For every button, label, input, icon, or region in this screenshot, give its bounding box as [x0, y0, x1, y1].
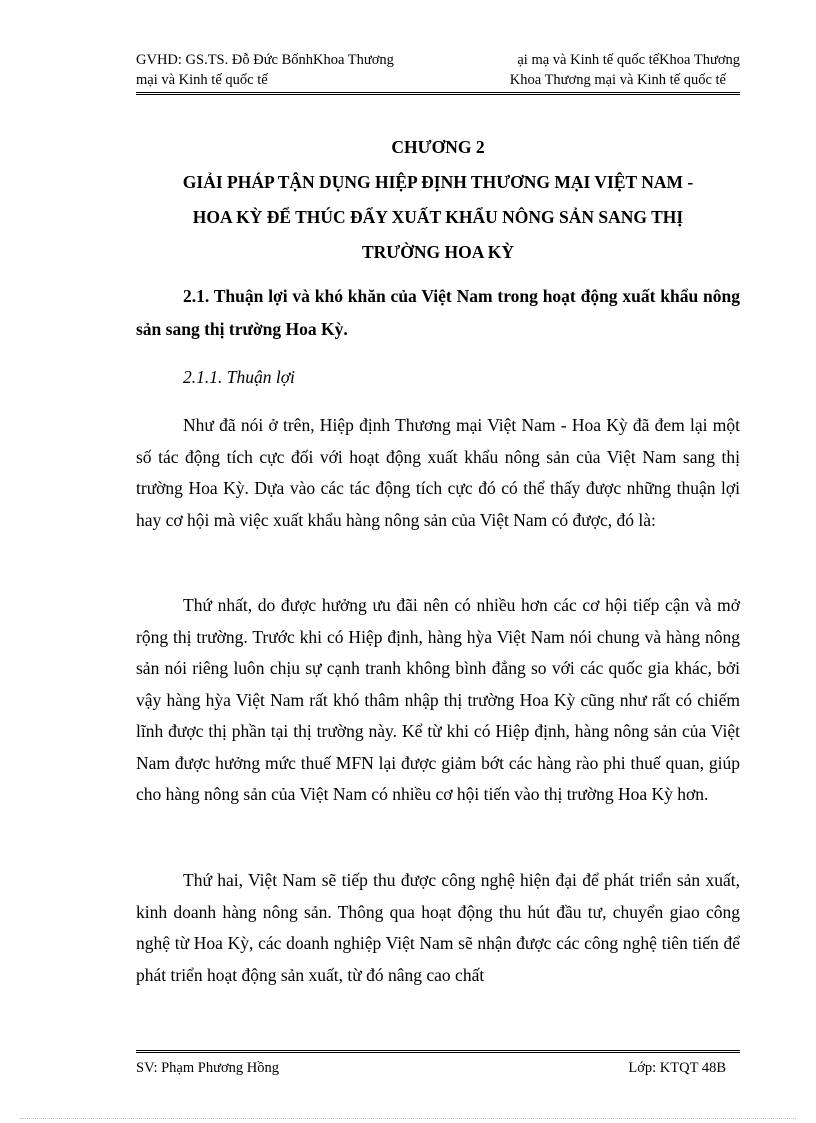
paragraph-1: Như đã nói ở trên, Hiệp định Thương mại Việt Nam - Hoa Kỳ đã đem lại một số tác động tích cực đối với hoạt động xuất khẩu nông sản của Việt Nam sang thị trường Hoa Kỳ. Dựa vào các tác động tích cực đó có thể thấy được những thuận lợi hay cơ hội mà việc xuất khẩu hàng nông sản của Việt Nam có được, đó là:	[136, 415, 740, 530]
subsection-heading: 2.1.1. Thuận lợi	[183, 367, 295, 387]
chapter-title-line-1: GIẢI PHÁP TẬN DỤNG HIỆP ĐỊNH THƯƠNG MẠI VIỆT NAM -	[182, 172, 694, 192]
page-header	[136, 50, 740, 95]
chapter-title-block	[136, 130, 740, 270]
page-edge-divider	[20, 1118, 796, 1119]
paragraph-2: Thứ nhất, do được hưởng ưu đãi nên có nhiều hơn các cơ hội tiếp cận và mở rộng thị trường. Trước khi có Hiệp định, hàng hỳa Việt Nam nói chung và hàng nông sản nói riêng luôn chịu sự cạnh tranh không bình đẳng so với các quốc gia khác, bởi vậy hàng hỳa Việt Nam rất khó thâm nhập thị trường Hoa Kỳ cũng như rất có chiếm lĩnh được thị phần tại thị trường này. Kể từ khi có Hiệp định, hàng nông sản của Việt Nam được hưởng mức thuế MFN lại được giảm bớt các hàng rào phi thuế quan, giúp cho hàng nông sản của Việt Nam có nhiều cơ hội tiến vào thị trường Hoa Kỳ hơn.	[136, 595, 740, 804]
header-faculty-3: Khoa Thương mại và Kinh tế quốc tế	[509, 72, 726, 88]
paragraph-3: Thứ hai, Việt Nam sẽ tiếp thu được công nghệ hiện đại để phát triển sản xuất, kinh doanh hàng nông sản. Thông qua hoạt động thu hút đầu tư, chuyển giao công nghệ từ Hoa Kỳ, các doanh nghiệp Việt Nam sẽ nhận được các công nghệ tiên tiến để phát triển hoạt động sản xuất, từ đó nâng cao chất	[136, 870, 740, 985]
chapter-title-line-3: TRƯỜNG HOA KỲ	[362, 242, 514, 262]
page-footer	[136, 1050, 740, 1078]
header-line-2	[136, 70, 740, 90]
header-faculty-1: ại mạ và Kinh tế quốc tếKhoa Thương	[517, 52, 740, 68]
header-faculty-2: mại và Kinh tế quốc tế	[136, 72, 268, 88]
chapter-title-line-2: HOA KỲ ĐỂ THÚC ĐẨY XUẤT KHẨU NÔNG SẢN SANG THỊ	[192, 207, 684, 227]
header-line-1	[136, 50, 740, 70]
footer-student: SV: Phạm Phương Hồng	[136, 1060, 279, 1076]
chapter-number: CHƯƠNG 2	[391, 137, 485, 157]
header-supervisor: GVHD: GS.TS. Đỗ Đức BốnhKhoa Thương	[136, 52, 394, 68]
section-heading: 2.1. Thuận lợi và khó khăn của Việt Nam trong hoạt động xuất khẩu nông sản sang thị trường Hoa Kỳ.	[136, 286, 740, 339]
footer-class: Lớp: KTQT 48B	[628, 1060, 726, 1076]
